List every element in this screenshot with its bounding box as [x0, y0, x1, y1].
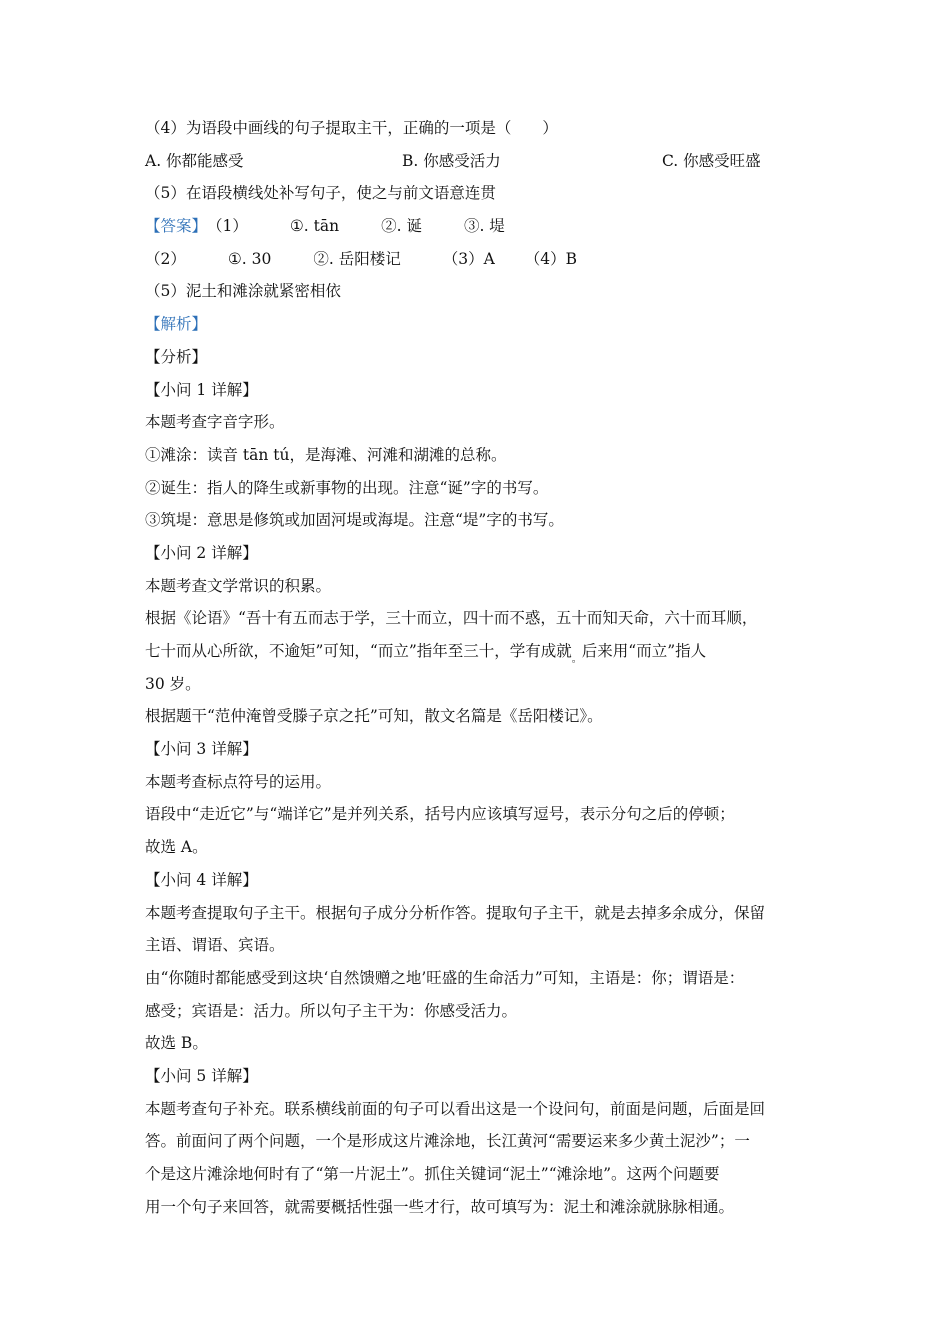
answer-4: （4）B: [524, 249, 578, 268]
paragraph: 故选 B。: [145, 1034, 208, 1053]
fenxi-label: 【分析】: [145, 347, 208, 366]
question-4-options: [145, 145, 815, 178]
answer-2-a: ①. 30: [227, 249, 272, 268]
answer-label: 【答案】: [145, 217, 208, 236]
paragraph: 语段中“走近它”与“端详它”是并列关系，括号内应该填写逗号，表示分句之后的停顿；: [145, 805, 735, 824]
question-4: （4）为语段中画线的句子提取主干，正确的一项是（ ）: [145, 119, 558, 137]
section-1-title: 【小问 1 详解】: [145, 380, 258, 399]
paragraph: ①滩涂：读音 tān tú，是海滩、河滩和湖滩的总称。: [145, 445, 507, 464]
paragraph: 故选 A。: [145, 838, 208, 857]
paragraph: ②诞生：指人的降生或新事物的出现。注意“诞”字的书写。: [145, 478, 549, 497]
question-5: （5）在语段横线处补写句子，使之与前文语意连贯: [145, 184, 496, 203]
section-3-title: 【小问 3 详解】: [145, 740, 258, 759]
section-5-title: 【小问 5 详解】: [145, 1066, 258, 1085]
answer-line-2: [145, 243, 815, 276]
paragraph: 主语、谓语、宾语。: [145, 936, 285, 955]
paragraph: 个是这片滩涂地何时有了“第一片泥土”。抓住关键词“泥土”“滩涂地”。这两个问题要: [145, 1165, 720, 1183]
paragraph: 根据题干“范仲淹曾受滕子京之托”可知，散文名篇是《岳阳楼记》。: [145, 707, 603, 726]
section-4-title: 【小问 4 详解】: [145, 870, 258, 889]
paragraph: 30 岁。: [145, 674, 201, 693]
analysis-label: 【解析】: [145, 315, 208, 334]
paragraph: ③筑堤：意思是修筑或加固河堤或海堤。注意“堤”字的书写。: [145, 511, 564, 530]
answer-line-1: [145, 210, 815, 243]
paragraph: 用一个句子来回答，就需要概括性强一些才行，故可填写为：泥土和滩涂就脉脉相通。: [145, 1197, 735, 1216]
answer-5: （5）泥土和滩涂就紧密相依: [145, 282, 341, 301]
section-2-title: 【小问 2 详解】: [145, 543, 258, 562]
answer-3: （3）A: [442, 249, 495, 268]
paragraph: 本题考查句子补充。联系横线前面的句子可以看出这是一个设问句，前面是问题，后面是回: [145, 1099, 766, 1118]
paragraph: 感受；宾语是：活力。所以句子主干为：你感受活力。: [145, 1001, 518, 1020]
text-span: 后来用“而立”指人: [581, 642, 707, 660]
text-span: 七十而从心所欲，不逾矩”可知，“而立”指年至三十，学有成就: [145, 642, 572, 660]
answer-1-a: ①. tān: [289, 217, 340, 236]
paragraph: 本题考查标点符号的运用。: [145, 772, 332, 791]
answer-1-b: ②. 诞: [381, 217, 422, 236]
option-c: C. 你感受旺盛: [662, 151, 761, 170]
paragraph: 根据《论语》“吾十有五而志于学，三十而立，四十而不惑，五十而知天命，六十而耳顺，: [145, 609, 758, 628]
answer-2-b: ②. 岳阳楼记: [313, 249, 401, 268]
option-b: B. 你感受活力: [402, 151, 501, 170]
paragraph: 由“你随时都能感受到这块‘自然馈赠之地’旺盛的生命活力”可知，主语是：你；谓语是：: [145, 968, 745, 987]
answer-1-num: （1）: [207, 217, 248, 236]
answer-1-c: ③. 堤: [463, 217, 505, 236]
paragraph: 本题考查字音字形。: [145, 413, 285, 432]
option-a: A. 你都能感受: [145, 151, 244, 170]
paragraph: 答。前面问了两个问题，一个是形成这片滩涂地，长江黄河“需要运来多少黄土泥沙”；一: [145, 1132, 750, 1151]
paragraph: 本题考查提取句子主干。根据句子成分分析作答。提取句子主干，就是去掉多余成分，保留: [145, 903, 766, 922]
text-span: 。: [571, 654, 582, 665]
paragraph: 本题考查文学常识的积累。: [145, 576, 332, 595]
document-page: [145, 112, 815, 1223]
paragraph: [145, 635, 815, 668]
answer-2-num: （2）: [145, 249, 186, 268]
